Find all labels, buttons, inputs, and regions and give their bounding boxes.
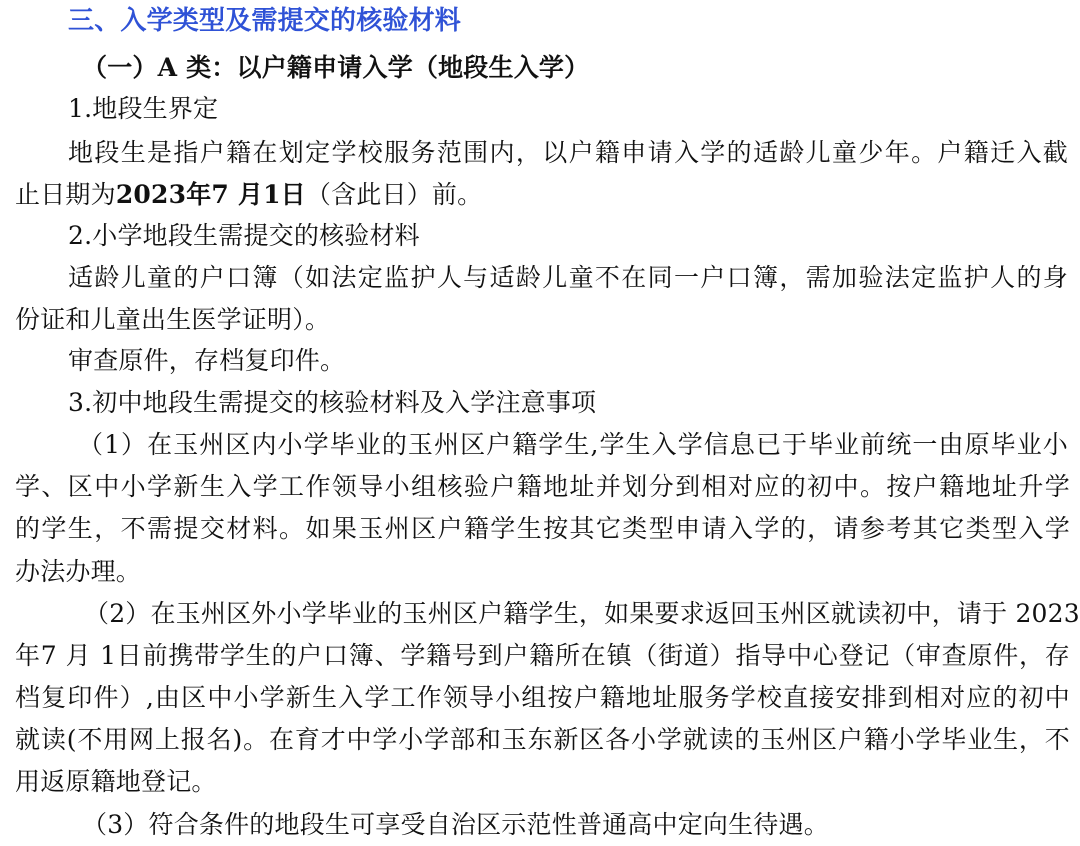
subsection-1-para-line-2	[15, 178, 1080, 212]
para-text: （含此日）前。	[305, 180, 483, 209]
item-2-line-2: 年7 月 1日前携带学生的户口簿、学籍号到户籍所在镇（街道）指导中心登记（审查原件，存	[15, 641, 1070, 670]
item-1-line-3: 的学生，不需提交材料。如果玉州区户籍学生按其它类型申请入学的，请参考其它类型入学	[15, 514, 1070, 543]
item-2-line-3: 档复印件）,由区中小学新生入学工作领导小组按户籍地址服务学校直接安排到相对应的初中	[15, 683, 1070, 712]
item-3-line-1: （3）符合条件的地段生可享受自治区示范性普通高中定向生待遇。	[82, 810, 829, 839]
subsection-1-title: 1.地段生界定	[68, 94, 219, 123]
item-1-line-2: 学、区中小学新生入学工作领导小组核验户籍地址并划分到相对应的初中。按户籍地址升学	[15, 472, 1070, 501]
section-a-title: （一）A 类：以户籍申请入学（地段生入学）	[82, 53, 590, 82]
para-text: 止日期为	[15, 180, 116, 209]
subsection-3-title: 3.初中地段生需提交的核验材料及入学注意事项	[68, 388, 597, 417]
subsection-2-para-line-2: 份证和儿童出生医学证明）。	[15, 305, 331, 334]
subsection-2-para-line-1: 适龄儿童的户口簿（如法定监护人与适龄儿童不在同一户口簿，需加验法定监护人的身	[68, 263, 1068, 292]
cutoff-date: 2023年7 月1日	[115, 180, 306, 209]
subsection-2-note: 审查原件，存档复印件。	[68, 346, 346, 375]
item-1-line-4: 办法办理。	[15, 557, 142, 586]
section-heading: 三、入学类型及需提交的核验材料	[68, 6, 462, 36]
item-1-line-1: （1）在玉州区内小学毕业的玉州区户籍学生,学生入学信息已于毕业前统一由原毕业小	[78, 430, 1068, 459]
subsection-2-title: 2.小学地段生需提交的核验材料	[68, 221, 420, 250]
subsection-1-para-line-1: 地段生是指户籍在划定学校服务范围内，以户籍申请入学的适龄儿童少年。户籍迁入截	[68, 138, 1068, 167]
item-2-line-4: 就读(不用网上报名)。在育才中学小学部和玉东新区各小学就读的玉州区户籍小学毕业生，不	[15, 725, 1070, 754]
item-2-line-1: （2）在玉州区外小学毕业的玉州区户籍学生，如果要求返回玉州区就读初中，请于 2023	[84, 599, 1080, 628]
item-2-line-5: 用返原籍地登记。	[15, 767, 217, 796]
